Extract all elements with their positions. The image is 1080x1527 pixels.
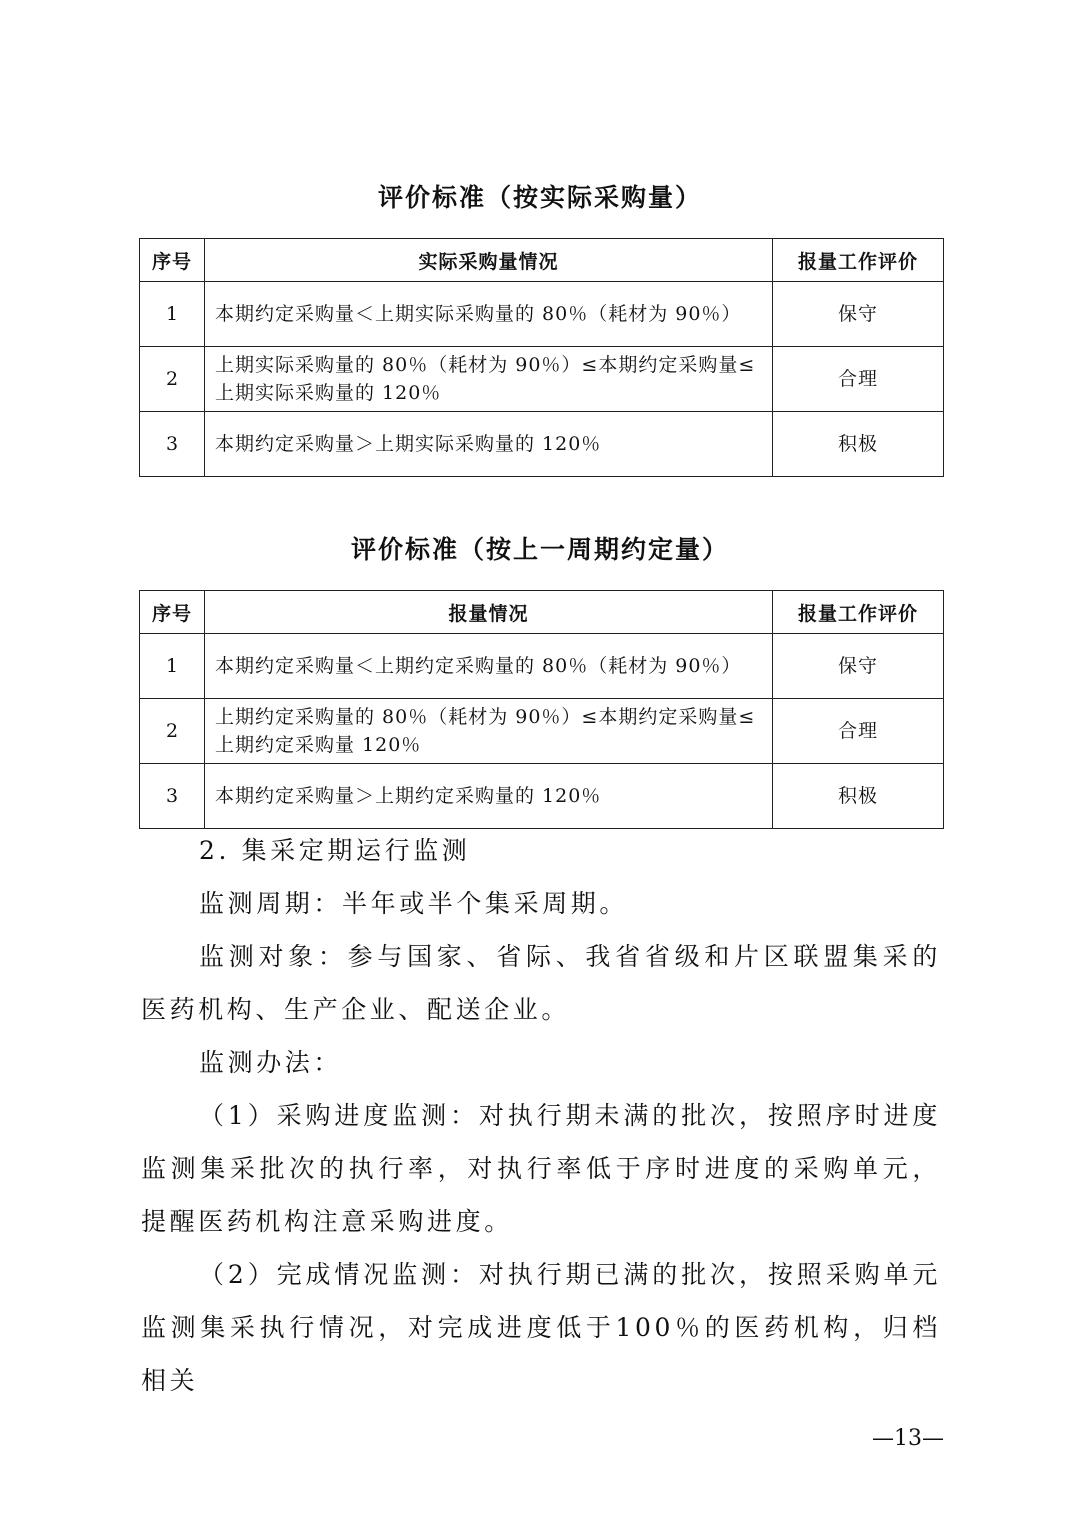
row-condition: 上期约定采购量的 80％（耗材为 90％）≤本期约定采购量≤上期约定采购量 120％	[205, 699, 773, 764]
table1-header-condition: 实际采购量情况	[205, 239, 773, 282]
table1-header-rating: 报量工作评价	[773, 239, 944, 282]
row-rating: 合理	[773, 347, 944, 412]
table-row	[140, 412, 944, 477]
table2-header-row	[140, 591, 944, 634]
table1	[139, 238, 944, 477]
row-number: 2	[140, 699, 205, 764]
row-condition: 本期约定采购量＞上期实际采购量的 120％	[205, 412, 773, 477]
paragraph: 监测周期：半年或半个集采周期。	[199, 889, 629, 918]
table2-header-rating: 报量工作评价	[773, 591, 944, 634]
table1-title: 评价标准（按实际采购量）	[377, 183, 702, 212]
table1-header-no: 序号	[140, 239, 205, 282]
row-number: 1	[140, 282, 205, 347]
table2-title: 评价标准（按上一周期约定量）	[350, 535, 729, 564]
table-row	[140, 282, 944, 347]
row-number: 3	[140, 764, 205, 829]
table2-header-condition: 报量情况	[205, 591, 773, 634]
table-row	[140, 634, 944, 699]
row-condition: 上期实际采购量的 80％（耗材为 90％）≤本期约定采购量≤上期实际采购量的 120％	[205, 347, 773, 412]
row-rating: 保守	[773, 282, 944, 347]
row-condition: 本期约定采购量＜上期约定采购量的 80％（耗材为 90％）	[205, 634, 773, 699]
table1-header-row	[140, 239, 944, 282]
body-text	[141, 824, 941, 1407]
paragraph: 监测办法：	[199, 1048, 343, 1077]
table2-header-no: 序号	[140, 591, 205, 634]
page-number: —13—	[872, 1426, 944, 1451]
section-heading: 2. 集采定期运行监测	[199, 836, 471, 865]
row-number: 2	[140, 347, 205, 412]
table2	[139, 590, 944, 829]
row-condition: 本期约定采购量＜上期实际采购量的 80％（耗材为 90％）	[205, 282, 773, 347]
table-row	[140, 764, 944, 829]
row-condition: 本期约定采购量＞上期约定采购量的 120％	[205, 764, 773, 829]
table-row	[140, 699, 944, 764]
paragraph: 监测对象：参与国家、省际、我省省级和片区联盟集采的医药机构、生产企业、配送企业。	[141, 942, 941, 1024]
paragraph: （1）采购进度监测：对执行期未满的批次，按照序时进度监测集采批次的执行率，对执行率低于序时进度的采购单元，提醒医药机构注意采购进度。	[141, 1101, 941, 1236]
row-number: 1	[140, 634, 205, 699]
row-number: 3	[140, 412, 205, 477]
paragraph: （2）完成情况监测：对执行期已满的批次，按照采购单元监测集采执行情况，对完成进度低于100％的医药机构，归档相关	[141, 1260, 941, 1395]
row-rating: 合理	[773, 699, 944, 764]
row-rating: 保守	[773, 634, 944, 699]
table-row	[140, 347, 944, 412]
row-rating: 积极	[773, 764, 944, 829]
row-rating: 积极	[773, 412, 944, 477]
